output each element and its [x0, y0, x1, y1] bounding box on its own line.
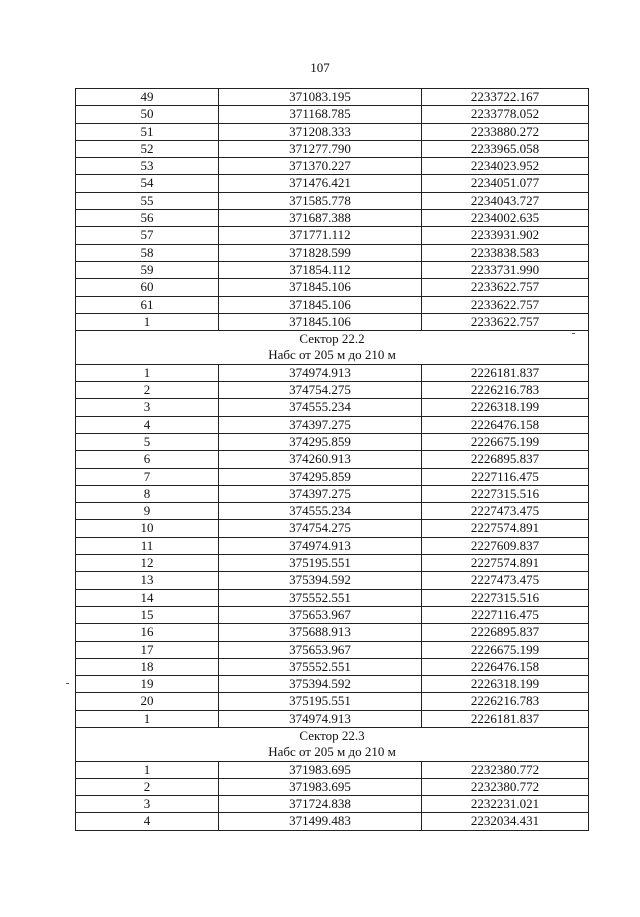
point-number-cell: 55 — [76, 192, 219, 209]
point-number-cell: 2 — [76, 382, 219, 399]
point-number-cell: 16 — [76, 624, 219, 641]
y-coordinate-cell: 2232380.772 — [422, 778, 589, 795]
table-row — [76, 710, 589, 727]
table-row — [76, 813, 589, 830]
point-number-cell: 11 — [76, 537, 219, 554]
table-row — [76, 624, 589, 641]
y-coordinate-cell: 2226216.783 — [422, 693, 589, 710]
scan-mark — [572, 333, 575, 334]
table-row — [76, 641, 589, 658]
sector-header-cell — [76, 331, 589, 365]
x-coordinate-cell: 374754.275 — [219, 382, 422, 399]
point-number-cell: 9 — [76, 503, 219, 520]
sector-subtitle: Набс от 205 м до 210 м — [268, 347, 396, 363]
table-row — [76, 606, 589, 623]
x-coordinate-cell: 371845.106 — [219, 279, 422, 296]
y-coordinate-cell: 2234002.635 — [422, 210, 589, 227]
y-coordinate-cell: 2233622.757 — [422, 313, 589, 330]
table-row — [76, 589, 589, 606]
y-coordinate-cell: 2226675.199 — [422, 641, 589, 658]
y-coordinate-cell: 2233622.757 — [422, 296, 589, 313]
table-row — [76, 175, 589, 192]
y-coordinate-cell: 2226181.837 — [422, 710, 589, 727]
table-row — [76, 761, 589, 778]
table-row — [76, 89, 589, 106]
y-coordinate-cell: 2233838.583 — [422, 244, 589, 261]
x-coordinate-cell: 375688.913 — [219, 624, 422, 641]
table-row — [76, 399, 589, 416]
sector-header-row — [76, 727, 589, 761]
point-number-cell: 3 — [76, 399, 219, 416]
table-row — [76, 296, 589, 313]
table-row — [76, 192, 589, 209]
x-coordinate-cell: 374397.275 — [219, 485, 422, 502]
table-row — [76, 520, 589, 537]
table-row — [76, 468, 589, 485]
y-coordinate-cell: 2233931.902 — [422, 227, 589, 244]
y-coordinate-cell: 2226895.837 — [422, 451, 589, 468]
y-coordinate-cell: 2226675.199 — [422, 433, 589, 450]
point-number-cell: 59 — [76, 261, 219, 278]
table-row — [76, 106, 589, 123]
x-coordinate-cell: 371168.785 — [219, 106, 422, 123]
table-row — [76, 503, 589, 520]
y-coordinate-cell: 2234051.077 — [422, 175, 589, 192]
y-coordinate-cell: 2233965.058 — [422, 140, 589, 157]
point-number-cell: 56 — [76, 210, 219, 227]
table-row — [76, 416, 589, 433]
table-row — [76, 555, 589, 572]
y-coordinate-cell: 2227574.891 — [422, 520, 589, 537]
point-number-cell: 14 — [76, 589, 219, 606]
point-number-cell: 54 — [76, 175, 219, 192]
point-number-cell: 3 — [76, 796, 219, 813]
y-coordinate-cell: 2232380.772 — [422, 761, 589, 778]
y-coordinate-cell: 2226476.158 — [422, 658, 589, 675]
x-coordinate-cell: 371476.421 — [219, 175, 422, 192]
point-number-cell: 53 — [76, 158, 219, 175]
table-row — [76, 123, 589, 140]
point-number-cell: 52 — [76, 140, 219, 157]
table-row — [76, 261, 589, 278]
table-row — [76, 778, 589, 795]
sector-header-cell — [76, 727, 589, 761]
coordinates-table-body — [76, 89, 589, 831]
y-coordinate-cell: 2227315.516 — [422, 485, 589, 502]
point-number-cell: 15 — [76, 606, 219, 623]
table-row — [76, 313, 589, 330]
x-coordinate-cell: 371983.695 — [219, 778, 422, 795]
y-coordinate-cell: 2232034.431 — [422, 813, 589, 830]
x-coordinate-cell: 371845.106 — [219, 296, 422, 313]
y-coordinate-cell: 2227574.891 — [422, 555, 589, 572]
x-coordinate-cell: 371277.790 — [219, 140, 422, 157]
y-coordinate-cell: 2227473.475 — [422, 572, 589, 589]
x-coordinate-cell: 374295.859 — [219, 468, 422, 485]
point-number-cell: 50 — [76, 106, 219, 123]
x-coordinate-cell: 371845.106 — [219, 313, 422, 330]
point-number-cell: 8 — [76, 485, 219, 502]
x-coordinate-cell: 371370.227 — [219, 158, 422, 175]
x-coordinate-cell: 375195.551 — [219, 555, 422, 572]
y-coordinate-cell: 2227116.475 — [422, 468, 589, 485]
table-row — [76, 227, 589, 244]
y-coordinate-cell: 2234023.952 — [422, 158, 589, 175]
y-coordinate-cell: 2227609.837 — [422, 537, 589, 554]
sector-header-row — [76, 331, 589, 365]
table-row — [76, 364, 589, 381]
x-coordinate-cell: 375394.592 — [219, 676, 422, 693]
x-coordinate-cell: 374555.234 — [219, 399, 422, 416]
y-coordinate-cell: 2233880.272 — [422, 123, 589, 140]
x-coordinate-cell: 371983.695 — [219, 761, 422, 778]
table-row — [76, 433, 589, 450]
y-coordinate-cell: 2226181.837 — [422, 364, 589, 381]
point-number-cell: 18 — [76, 658, 219, 675]
x-coordinate-cell: 375394.592 — [219, 572, 422, 589]
y-coordinate-cell: 2233722.167 — [422, 89, 589, 106]
point-number-cell: 61 — [76, 296, 219, 313]
coordinates-table — [75, 88, 589, 831]
table-row — [76, 693, 589, 710]
x-coordinate-cell: 371208.333 — [219, 123, 422, 140]
y-coordinate-cell: 2226318.199 — [422, 676, 589, 693]
x-coordinate-cell: 375653.967 — [219, 606, 422, 623]
point-number-cell: 10 — [76, 520, 219, 537]
point-number-cell: 12 — [76, 555, 219, 572]
table-row — [76, 140, 589, 157]
table-row — [76, 382, 589, 399]
x-coordinate-cell: 374974.913 — [219, 710, 422, 727]
point-number-cell: 2 — [76, 778, 219, 795]
x-coordinate-cell: 371854.112 — [219, 261, 422, 278]
point-number-cell: 17 — [76, 641, 219, 658]
point-number-cell: 4 — [76, 416, 219, 433]
table-row — [76, 658, 589, 675]
x-coordinate-cell: 371083.195 — [219, 89, 422, 106]
y-coordinate-cell: 2234043.727 — [422, 192, 589, 209]
point-number-cell: 5 — [76, 433, 219, 450]
x-coordinate-cell: 374555.234 — [219, 503, 422, 520]
y-coordinate-cell: 2226318.199 — [422, 399, 589, 416]
y-coordinate-cell: 2227473.475 — [422, 503, 589, 520]
point-number-cell: 58 — [76, 244, 219, 261]
y-coordinate-cell: 2233778.052 — [422, 106, 589, 123]
table-row — [76, 244, 589, 261]
point-number-cell: 60 — [76, 279, 219, 296]
x-coordinate-cell: 371585.778 — [219, 192, 422, 209]
point-number-cell: 1 — [76, 761, 219, 778]
x-coordinate-cell: 371771.112 — [219, 227, 422, 244]
y-coordinate-cell: 2226476.158 — [422, 416, 589, 433]
x-coordinate-cell: 374397.275 — [219, 416, 422, 433]
x-coordinate-cell: 371499.483 — [219, 813, 422, 830]
x-coordinate-cell: 374974.913 — [219, 537, 422, 554]
point-number-cell: 57 — [76, 227, 219, 244]
x-coordinate-cell: 375195.551 — [219, 693, 422, 710]
sector-title: Сектор 22.3 — [299, 727, 365, 743]
table-row — [76, 572, 589, 589]
y-coordinate-cell: 2227315.516 — [422, 589, 589, 606]
page-number: 107 — [310, 60, 330, 75]
point-number-cell: 4 — [76, 813, 219, 830]
x-coordinate-cell: 375552.551 — [219, 589, 422, 606]
table-row — [76, 485, 589, 502]
point-number-cell: 19 — [76, 676, 219, 693]
point-number-cell: 1 — [76, 710, 219, 727]
x-coordinate-cell: 374260.913 — [219, 451, 422, 468]
x-coordinate-cell: 371828.599 — [219, 244, 422, 261]
table-row — [76, 537, 589, 554]
table-row — [76, 676, 589, 693]
x-coordinate-cell: 374974.913 — [219, 364, 422, 381]
sector-title: Сектор 22.2 — [299, 331, 365, 347]
x-coordinate-cell: 375653.967 — [219, 641, 422, 658]
x-coordinate-cell: 371724.838 — [219, 796, 422, 813]
point-number-cell: 51 — [76, 123, 219, 140]
y-coordinate-cell: 2233731.990 — [422, 261, 589, 278]
point-number-cell: 1 — [76, 313, 219, 330]
y-coordinate-cell: 2233622.757 — [422, 279, 589, 296]
point-number-cell: 49 — [76, 89, 219, 106]
x-coordinate-cell: 374295.859 — [219, 433, 422, 450]
y-coordinate-cell: 2227116.475 — [422, 606, 589, 623]
sector-subtitle: Набс от 205 м до 210 м — [268, 744, 396, 760]
y-coordinate-cell: 2226895.837 — [422, 624, 589, 641]
point-number-cell: 20 — [76, 693, 219, 710]
x-coordinate-cell: 375552.551 — [219, 658, 422, 675]
point-number-cell: 1 — [76, 364, 219, 381]
point-number-cell: 13 — [76, 572, 219, 589]
y-coordinate-cell: 2226216.783 — [422, 382, 589, 399]
scan-mark — [66, 683, 69, 684]
y-coordinate-cell: 2232231.021 — [422, 796, 589, 813]
table-row — [76, 210, 589, 227]
x-coordinate-cell: 371687.388 — [219, 210, 422, 227]
table-row — [76, 796, 589, 813]
x-coordinate-cell: 374754.275 — [219, 520, 422, 537]
table-row — [76, 158, 589, 175]
table-row — [76, 279, 589, 296]
point-number-cell: 6 — [76, 451, 219, 468]
table-row — [76, 451, 589, 468]
point-number-cell: 7 — [76, 468, 219, 485]
